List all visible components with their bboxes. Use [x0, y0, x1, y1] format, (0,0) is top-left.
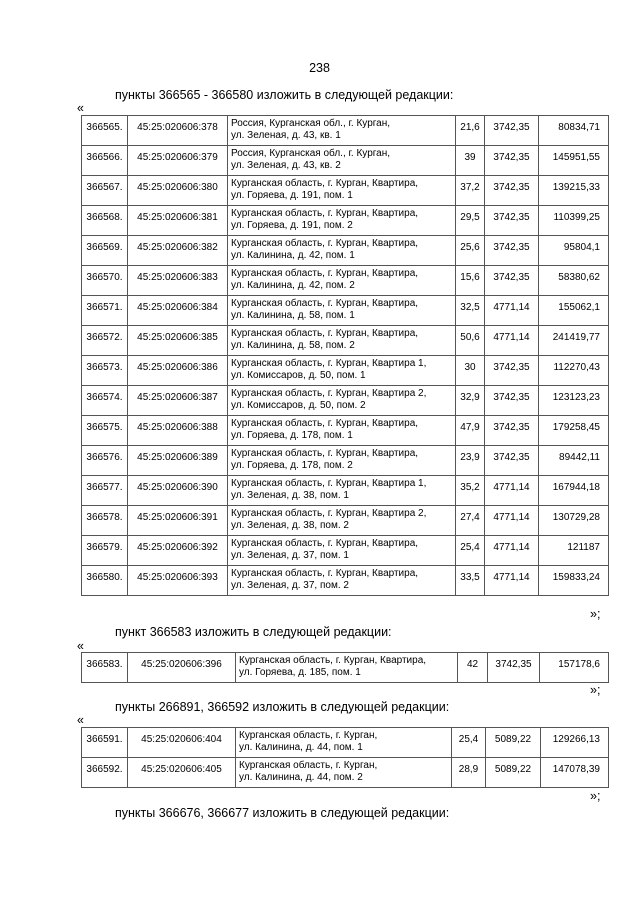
address-cell	[228, 206, 456, 236]
area: 30	[456, 356, 485, 386]
row-number: 366583.	[82, 653, 128, 683]
cadastral-number: 45:25:020606:404	[128, 728, 236, 758]
row-number: 366575.	[82, 416, 128, 446]
address-line-2: ул. Горяева, д. 191, пом. 2	[231, 220, 353, 231]
cadastral-value: 241419,77	[539, 326, 609, 356]
cadastral-value: 179258,45	[539, 416, 609, 446]
cadastre-table	[81, 115, 609, 596]
row-number: 366571.	[82, 296, 128, 326]
area: 25,6	[456, 236, 485, 266]
cadastral-rate: 3742,35	[485, 206, 539, 236]
cadastral-rate: 4771,14	[485, 536, 539, 566]
address-cell	[228, 266, 456, 296]
address-line-1: Курганская область, г. Курган, Квартира,	[231, 328, 419, 339]
address-cell	[228, 506, 456, 536]
area: 27,4	[456, 506, 485, 536]
address-cell	[228, 296, 456, 326]
row-number: 366573.	[82, 356, 128, 386]
address-line-1: Курганская область, г. Курган,	[239, 730, 378, 741]
address-line-2: ул. Горяева, д. 185, пом. 1	[239, 667, 361, 678]
close-quote: »;	[590, 683, 601, 697]
address-cell	[228, 416, 456, 446]
cadastral-rate: 5089,22	[486, 728, 541, 758]
address-line-2: ул. Зеленая, д. 37, пом. 2	[231, 580, 349, 591]
address-cell	[228, 356, 456, 386]
cadastral-rate: 4771,14	[485, 296, 539, 326]
row-number: 366591.	[82, 728, 128, 758]
address-line-1: Курганская область, г. Курган, Квартира,	[231, 238, 419, 249]
address-line-2: ул. Зеленая, д. 38, пом. 2	[231, 520, 349, 531]
cadastral-rate: 4771,14	[485, 506, 539, 536]
address-cell	[236, 728, 452, 758]
address-line-2: ул. Горяева, д. 178, пом. 1	[231, 430, 353, 441]
cadastral-value: 130729,28	[539, 506, 609, 536]
cadastral-rate: 3742,35	[485, 446, 539, 476]
cadastral-value: 121187	[539, 536, 609, 566]
table-row	[82, 536, 609, 566]
cadastral-value: 89442,11	[539, 446, 609, 476]
address-line-2: ул. Калинина, д. 58, пом. 1	[231, 310, 355, 321]
cadastral-rate: 3742,35	[485, 176, 539, 206]
row-number: 366577.	[82, 476, 128, 506]
address-cell	[228, 476, 456, 506]
cadastre-table	[81, 652, 609, 683]
cadastral-number: 45:25:020606:379	[128, 146, 228, 176]
cadastral-number: 45:25:020606:396	[128, 653, 236, 683]
cadastral-rate: 4771,14	[485, 476, 539, 506]
address-cell	[228, 236, 456, 266]
address-cell	[228, 386, 456, 416]
section-intro: пункты 366676, 366677 изложить в следующей редакции:	[115, 806, 450, 820]
cadastral-value: 159833,24	[539, 566, 609, 596]
row-number: 366592.	[82, 758, 128, 788]
cadastral-number: 45:25:020606:390	[128, 476, 228, 506]
row-number: 366565.	[82, 116, 128, 146]
address-line-2: ул. Комиссаров, д. 50, пом. 1	[231, 370, 366, 381]
cadastral-value: 167944,18	[539, 476, 609, 506]
address-line-2: ул. Калинина, д. 42, пом. 2	[231, 280, 355, 291]
address-cell	[228, 446, 456, 476]
address-line-2: ул. Зеленая, д. 38, пом. 1	[231, 490, 349, 501]
row-number: 366570.	[82, 266, 128, 296]
table-row	[82, 326, 609, 356]
row-number: 366567.	[82, 176, 128, 206]
address-cell	[228, 146, 456, 176]
address-cell	[236, 758, 452, 788]
cadastral-number: 45:25:020606:391	[128, 506, 228, 536]
table-row	[82, 236, 609, 266]
close-quote: »;	[590, 789, 601, 803]
cadastral-value: 157178,6	[540, 653, 609, 683]
address-line-2: ул. Калинина, д. 42, пом. 1	[231, 250, 355, 261]
area: 35,2	[456, 476, 485, 506]
table-row	[82, 116, 609, 146]
cadastral-number: 45:25:020606:393	[128, 566, 228, 596]
address-line-1: Россия, Курганская обл., г. Курган,	[231, 148, 391, 159]
address-line-1: Россия, Курганская обл., г. Курган,	[231, 118, 391, 129]
table-row	[82, 416, 609, 446]
cadastral-value: 129266,13	[541, 728, 609, 758]
address-line-1: Курганская область, г. Курган, Квартира,	[231, 448, 419, 459]
row-number: 366579.	[82, 536, 128, 566]
cadastral-number: 45:25:020606:380	[128, 176, 228, 206]
row-number: 366566.	[82, 146, 128, 176]
table-row	[82, 296, 609, 326]
address-line-1: Курганская область, г. Курган, Квартира,	[231, 208, 419, 219]
address-cell	[228, 116, 456, 146]
table-row	[82, 386, 609, 416]
page-number: 238	[309, 61, 330, 75]
area: 42	[458, 653, 488, 683]
area: 15,6	[456, 266, 485, 296]
row-number: 366576.	[82, 446, 128, 476]
address-cell	[228, 176, 456, 206]
cadastral-rate: 3742,35	[485, 386, 539, 416]
table-row	[82, 758, 609, 788]
cadastral-number: 45:25:020606:382	[128, 236, 228, 266]
address-line-1: Курганская область, г. Курган, Квартира,	[231, 568, 419, 579]
area: 28,9	[452, 758, 486, 788]
area: 29,5	[456, 206, 485, 236]
address-line-1: Курганская область, г. Курган, Квартира,	[231, 178, 419, 189]
area: 39	[456, 146, 485, 176]
table-row	[82, 446, 609, 476]
cadastral-number: 45:25:020606:392	[128, 536, 228, 566]
address-line-1: Курганская область, г. Курган, Квартира,	[231, 538, 419, 549]
table-row	[82, 146, 609, 176]
cadastral-value: 123123,23	[539, 386, 609, 416]
cadastral-number: 45:25:020606:388	[128, 416, 228, 446]
area: 50,6	[456, 326, 485, 356]
cadastral-number: 45:25:020606:383	[128, 266, 228, 296]
cadastral-rate: 3742,35	[485, 236, 539, 266]
address-line-1: Курганская область, г. Курган, Квартира,	[231, 298, 419, 309]
table-row	[82, 653, 609, 683]
row-number: 366568.	[82, 206, 128, 236]
cadastral-number: 45:25:020606:386	[128, 356, 228, 386]
cadastral-number: 45:25:020606:381	[128, 206, 228, 236]
address-cell	[228, 326, 456, 356]
cadastral-rate: 4771,14	[485, 326, 539, 356]
table-row	[82, 176, 609, 206]
close-quote: »;	[590, 607, 601, 621]
cadastral-value: 145951,55	[539, 146, 609, 176]
open-quote: «	[77, 639, 84, 653]
cadastral-rate: 5089,22	[486, 758, 541, 788]
section-intro: пункты 366565 - 366580 изложить в следующей редакции:	[115, 88, 454, 102]
cadastral-value: 139215,33	[539, 176, 609, 206]
cadastral-value: 58380,62	[539, 266, 609, 296]
row-number: 366578.	[82, 506, 128, 536]
cadastral-rate: 3742,35	[485, 266, 539, 296]
cadastral-number: 45:25:020606:405	[128, 758, 236, 788]
address-line-1: Курганская область, г. Курган, Квартира 1,	[231, 478, 427, 489]
address-line-2: ул. Горяева, д. 178, пом. 2	[231, 460, 353, 471]
cadastre-table	[81, 727, 609, 788]
area: 32,9	[456, 386, 485, 416]
cadastral-rate: 3742,35	[485, 146, 539, 176]
table-row	[82, 476, 609, 506]
table-row	[82, 356, 609, 386]
address-cell	[228, 566, 456, 596]
area: 33,5	[456, 566, 485, 596]
area: 37,2	[456, 176, 485, 206]
cadastral-value: 155062,1	[539, 296, 609, 326]
row-number: 366580.	[82, 566, 128, 596]
cadastral-rate: 3742,35	[485, 356, 539, 386]
row-number: 366569.	[82, 236, 128, 266]
address-line-2: ул. Комиссаров, д. 50, пом. 2	[231, 400, 366, 411]
cadastral-number: 45:25:020606:378	[128, 116, 228, 146]
row-number: 366572.	[82, 326, 128, 356]
table-row	[82, 206, 609, 236]
table-row	[82, 566, 609, 596]
row-number: 366574.	[82, 386, 128, 416]
address-line-1: Курганская область, г. Курган, Квартира 2,	[231, 388, 427, 399]
table-row	[82, 728, 609, 758]
address-line-2: ул. Зеленая, д. 37, пом. 1	[231, 550, 349, 561]
address-line-2: ул. Калинина, д. 44, пом. 2	[239, 772, 363, 783]
address-line-1: Курганская область, г. Курган,	[239, 760, 378, 771]
cadastral-value: 95804,1	[539, 236, 609, 266]
address-line-2: ул. Горяева, д. 191, пом. 1	[231, 190, 353, 201]
area: 25,4	[456, 536, 485, 566]
cadastral-value: 112270,43	[539, 356, 609, 386]
section-intro: пункты 266891, 366592 изложить в следующей редакции:	[115, 700, 450, 714]
area: 21,6	[456, 116, 485, 146]
cadastral-rate: 3742,35	[488, 653, 540, 683]
address-line-2: ул. Зеленая, д. 43, кв. 2	[231, 160, 341, 171]
address-cell	[228, 536, 456, 566]
table-row	[82, 266, 609, 296]
address-cell	[236, 653, 458, 683]
area: 47,9	[456, 416, 485, 446]
address-line-1: Курганская область, г. Курган, Квартира,	[239, 655, 427, 666]
address-line-1: Курганская область, г. Курган, Квартира,	[231, 418, 419, 429]
section-intro: пункт 366583 изложить в следующей редакции:	[115, 625, 392, 639]
cadastral-number: 45:25:020606:387	[128, 386, 228, 416]
address-line-1: Курганская область, г. Курган, Квартира,	[231, 268, 419, 279]
cadastral-number: 45:25:020606:385	[128, 326, 228, 356]
cadastral-rate: 3742,35	[485, 116, 539, 146]
area: 32,5	[456, 296, 485, 326]
address-line-2: ул. Зеленая, д. 43, кв. 1	[231, 130, 341, 141]
open-quote: «	[77, 713, 84, 727]
address-line-1: Курганская область, г. Курган, Квартира 1,	[231, 358, 427, 369]
cadastral-number: 45:25:020606:389	[128, 446, 228, 476]
area: 25,4	[452, 728, 486, 758]
cadastral-rate: 4771,14	[485, 566, 539, 596]
cadastral-value: 147078,39	[541, 758, 609, 788]
cadastral-value: 80834,71	[539, 116, 609, 146]
area: 23,9	[456, 446, 485, 476]
address-line-2: ул. Калинина, д. 58, пом. 2	[231, 340, 355, 351]
address-line-1: Курганская область, г. Курган, Квартира 2,	[231, 508, 427, 519]
address-line-2: ул. Калинина, д. 44, пом. 1	[239, 742, 363, 753]
open-quote: «	[77, 101, 84, 115]
cadastral-value: 110399,25	[539, 206, 609, 236]
cadastral-rate: 3742,35	[485, 416, 539, 446]
cadastral-number: 45:25:020606:384	[128, 296, 228, 326]
table-row	[82, 506, 609, 536]
